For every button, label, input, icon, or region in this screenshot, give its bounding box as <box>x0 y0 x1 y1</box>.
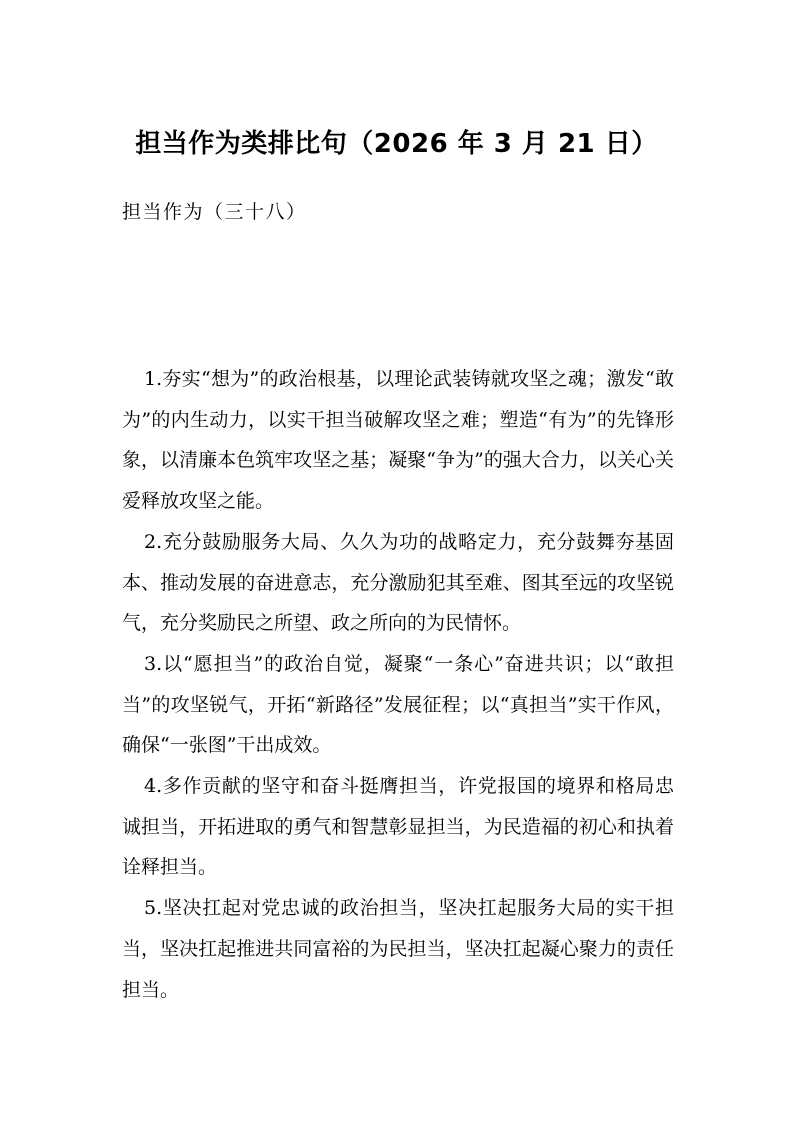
paragraph-4: 4.多作贡献的坚守和奋斗挺膺担当，许党报国的境界和格局忠诚担当，开拓进取的勇气和智慧彰显担当，为民造福的初心和执着诠释担当。 <box>122 775 674 879</box>
paragraph-1: 1.夯实“想为”的政治根基，以理论武装铸就攻坚之魂；激发“敢为”的内生动力，以实干担当破解攻坚之难；塑造“有为”的先锋形象，以清廉本色筑牢攻坚之基；凝聚“争为”的强大合力，以关心关爱释放攻坚之能。 <box>122 368 674 513</box>
page-title: 担当作为类排比句（2026 年 3 月 21 日） <box>135 129 658 159</box>
paragraph-3: 3.以“愿担当”的政治自觉，凝聚“一条心”奋进共识；以“敢担当”的攻坚锐气，开拓“新路径”发展征程；以“真担当”实干作风，确保“一张图”干出成效。 <box>122 652 674 757</box>
paragraph-2: 2.充分鼓励服务大局、久久为功的战略定力，充分鼓舞夯基固本、推动发展的奋进意志，充分激励犯其至难、图其至远的攻坚锐气，充分奖励民之所望、政之所向的为民情怀。 <box>122 530 674 635</box>
paragraph-5: 5.坚决扛起对党忠诚的政治担当，坚决扛起服务大局的实干担当，坚决扛起推进共同富裕的为民担当，坚决扛起凝心聚力的责任担当。 <box>122 897 674 1001</box>
section-subtitle: 担当作为（三十八） <box>122 201 307 223</box>
document-body <box>122 359 674 1010</box>
